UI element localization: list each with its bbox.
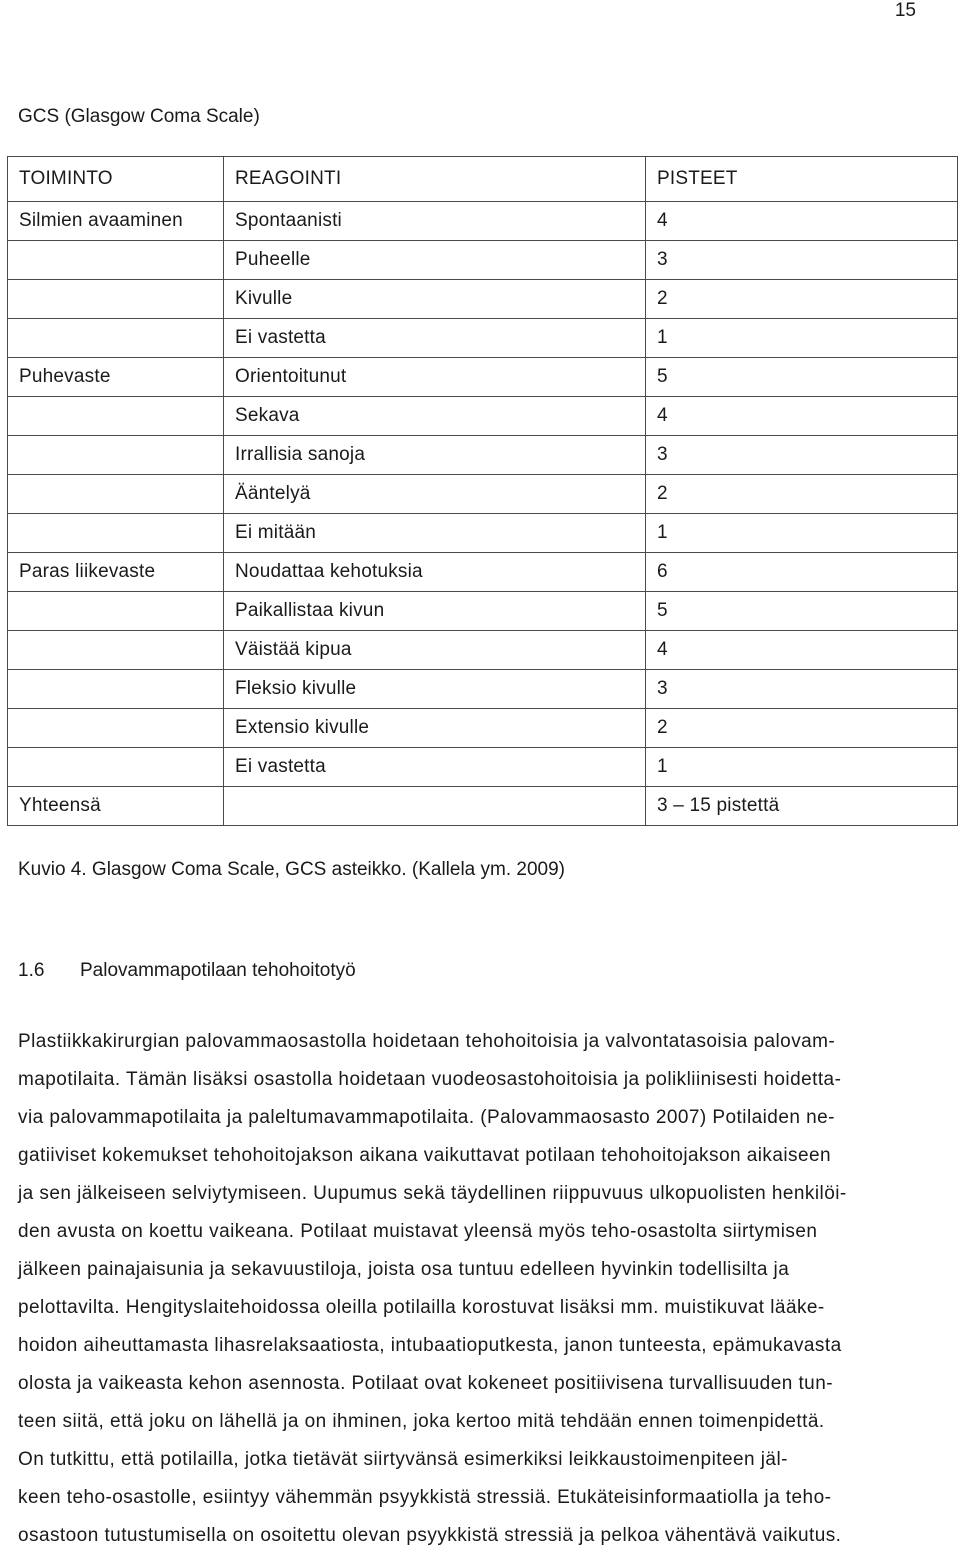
- table-cell: 3 – 15 pistettä: [646, 787, 958, 826]
- section-number: 1.6: [18, 960, 45, 981]
- table-cell: 1: [646, 319, 958, 358]
- figure-caption: Kuvio 4. Glasgow Coma Scale, GCS asteikko. (Kallela ym. 2009): [18, 859, 566, 880]
- table-cell: 1: [646, 748, 958, 787]
- table-cell: 5: [646, 358, 958, 397]
- table-cell: Yhteensä: [8, 787, 224, 826]
- table-row: [8, 709, 958, 748]
- text-line: den avusta on koettu vaikeana. Potilaat muistavat yleensä myös teho-osastolta siirtymisen: [18, 1221, 818, 1242]
- table-cell: Ei vastetta: [224, 748, 646, 787]
- table-row: [8, 592, 958, 631]
- table-row: [8, 514, 958, 553]
- table-cell: [8, 670, 224, 709]
- table-cell: 5: [646, 592, 958, 631]
- table-cell: Kivulle: [224, 280, 646, 319]
- table-cell: Sekava: [224, 397, 646, 436]
- table-cell: [8, 592, 224, 631]
- gcs-table: [7, 156, 958, 826]
- text-line: keen teho-osastolle, esiintyy vähemmän psyykkistä stressiä. Etukäteisinformaatiolla ja teho-: [18, 1487, 832, 1508]
- text-line: olosta ja vaikeasta kehon asennosta. Potilaat ovat kokeneet positiivisena turvallisuuden tun-: [18, 1373, 833, 1394]
- table-row: [8, 787, 958, 826]
- table-cell: [8, 280, 224, 319]
- table-cell: Orientoitunut: [224, 358, 646, 397]
- table-row: [8, 436, 958, 475]
- page-number: 15: [894, 0, 916, 21]
- table-cell: Silmien avaaminen: [8, 202, 224, 241]
- table-cell: 4: [646, 397, 958, 436]
- table-cell: Ei mitään: [224, 514, 646, 553]
- table-cell: Noudattaa kehotuksia: [224, 553, 646, 592]
- table-cell: Fleksio kivulle: [224, 670, 646, 709]
- table-cell: Ääntelyä: [224, 475, 646, 514]
- table-cell: Paras liikevaste: [8, 553, 224, 592]
- table-row: [8, 202, 958, 241]
- text-line: Plastiikkakirurgian palovammaosastolla hoidetaan tehohoitoisia ja valvontatasoisia palovam-: [18, 1031, 836, 1052]
- table-cell: [224, 787, 646, 826]
- table-header-cell: PISTEET: [646, 157, 958, 202]
- table-cell: [8, 475, 224, 514]
- table-cell: 3: [646, 436, 958, 475]
- table-cell: 4: [646, 202, 958, 241]
- table-row: [8, 241, 958, 280]
- table-cell: [8, 241, 224, 280]
- section-title: Palovammapotilaan tehohoitotyö: [80, 960, 356, 981]
- table-cell: 3: [646, 670, 958, 709]
- text-line: osastoon tutustumisella on osoitettu olevan psyykkistä stressiä ja pelkoa vähentävä vaikutus.: [18, 1525, 842, 1546]
- table-header-row: [8, 157, 958, 202]
- text-line: ja sen jälkeiseen selviytymiseen. Uupumus sekä täydellinen riippuvuus ulkopuolisten henkilöi-: [18, 1183, 847, 1204]
- table-cell: [8, 319, 224, 358]
- table-cell: 3: [646, 241, 958, 280]
- table-header-cell: REAGOINTI: [224, 157, 646, 202]
- table-cell: [8, 631, 224, 670]
- table-cell: Väistää kipua: [224, 631, 646, 670]
- table-row: [8, 553, 958, 592]
- text-line: On tutkittu, että potilailla, jotka tietävät siirtyvänsä esimerkiksi leikkaustoimenpiteen jäl-: [18, 1449, 788, 1470]
- table-row: [8, 475, 958, 514]
- table-cell: 1: [646, 514, 958, 553]
- gcs-title: GCS (Glasgow Coma Scale): [18, 106, 260, 127]
- table-cell: [8, 709, 224, 748]
- table-cell: 2: [646, 475, 958, 514]
- text-line: pelottavilta. Hengityslaitehoidossa oleilla potilailla korostuvat lisäksi mm. muistikuvat lääke-: [18, 1297, 825, 1318]
- section-heading: [18, 960, 356, 982]
- table-row: [8, 280, 958, 319]
- table-cell: 2: [646, 709, 958, 748]
- table-header-cell: TOIMINTO: [8, 157, 224, 202]
- table-cell: Extensio kivulle: [224, 709, 646, 748]
- table-row: [8, 319, 958, 358]
- text-line: via palovammapotilaita ja paleltumavammapotilaita. (Palovammaosasto 2007) Potilaiden ne-: [18, 1107, 835, 1128]
- table-cell: [8, 748, 224, 787]
- table-cell: [8, 514, 224, 553]
- text-line: hoidon aiheuttamasta lihasrelaksaatiosta, intubaatioputkesta, janon tunteesta, epämukavasta: [18, 1335, 842, 1356]
- table-cell: 2: [646, 280, 958, 319]
- table-cell: Irrallisia sanoja: [224, 436, 646, 475]
- table-cell: Ei vastetta: [224, 319, 646, 358]
- table-cell: Paikallistaa kivun: [224, 592, 646, 631]
- text-line: jälkeen painajaisunia ja sekavuustiloja, joista osa tuntuu edelleen hyvinkin todellisilta ja: [18, 1259, 790, 1280]
- table-cell: Puheelle: [224, 241, 646, 280]
- table-cell: [8, 397, 224, 436]
- table-cell: 6: [646, 553, 958, 592]
- table-cell: [8, 436, 224, 475]
- table-row: [8, 670, 958, 709]
- text-line: mapotilaita. Tämän lisäksi osastolla hoidetaan vuodeosastohoitoisia ja polikliinisesti hoidetta-: [18, 1069, 842, 1090]
- text-line: teen siitä, että joku on lähellä ja on ihminen, joka kertoo mitä tehdään ennen toimenpidettä.: [18, 1411, 825, 1432]
- body-paragraph: [18, 1023, 940, 1555]
- table-cell: Puhevaste: [8, 358, 224, 397]
- table-cell: 4: [646, 631, 958, 670]
- text-line: gatiiviset kokemukset tehohoitojakson aikana vaikuttavat potilaan tehohoitojakson aikaiseen: [18, 1145, 832, 1166]
- table-cell: Spontaanisti: [224, 202, 646, 241]
- table-row: [8, 358, 958, 397]
- table-row: [8, 397, 958, 436]
- table-row: [8, 631, 958, 670]
- table-row: [8, 748, 958, 787]
